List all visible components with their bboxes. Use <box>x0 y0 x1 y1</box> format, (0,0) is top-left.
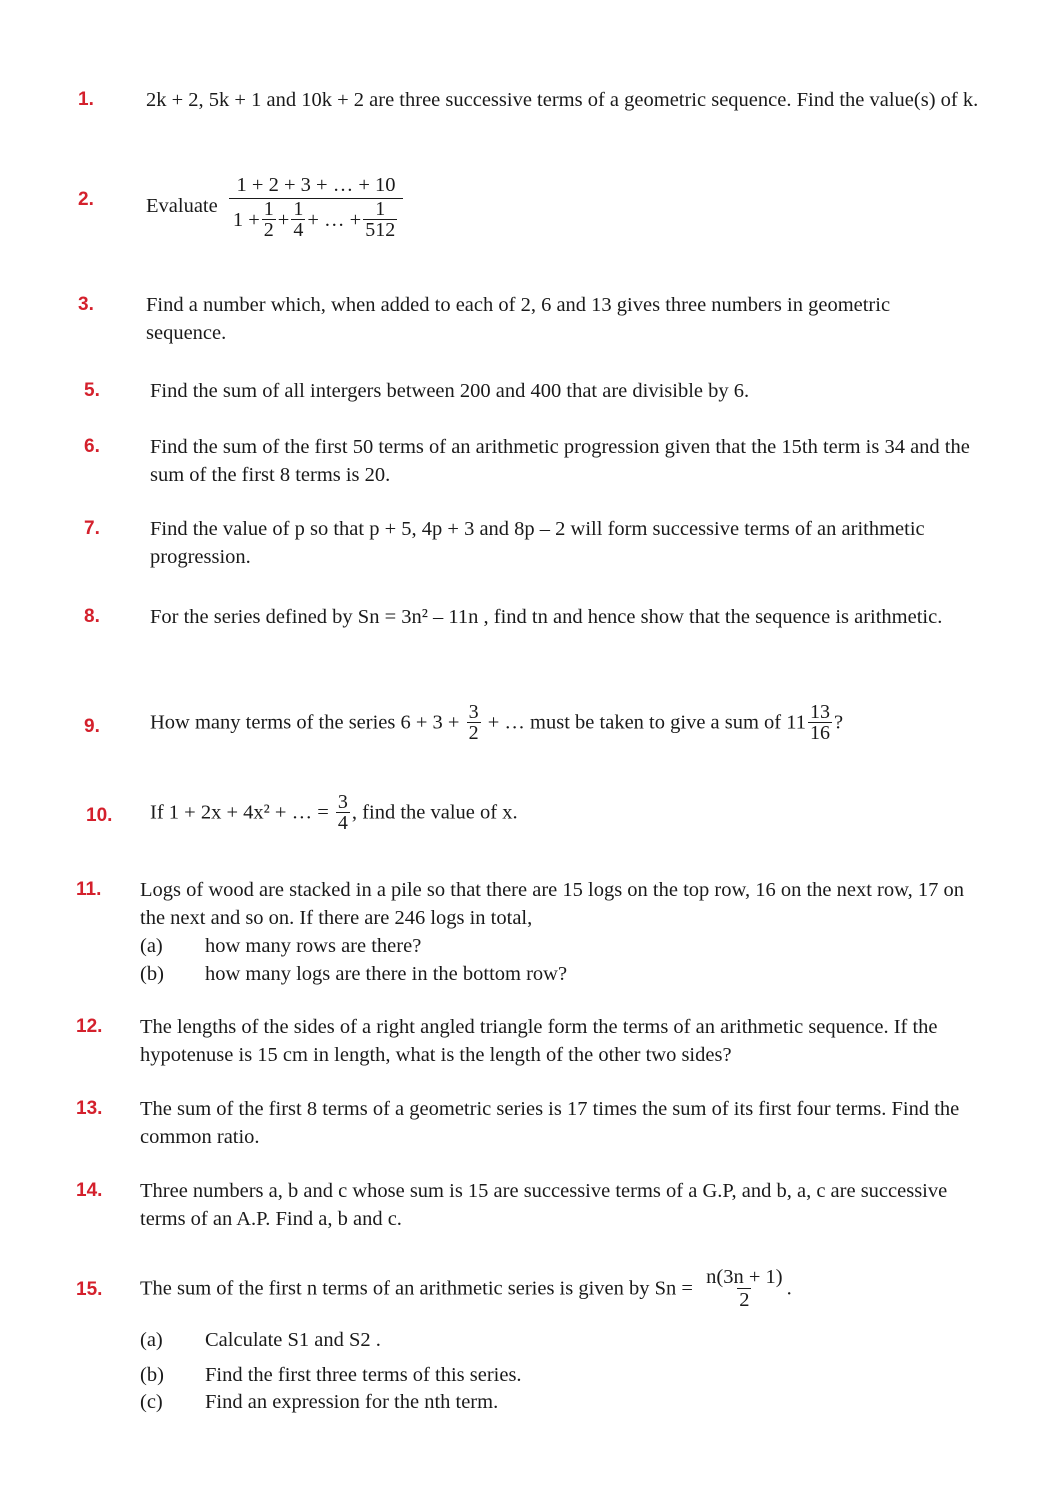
sub-question-label: (b) <box>140 963 164 985</box>
question-text: Three numbers a, b and c whose sum is 15 are successive terms of a G.P, and b, a, c are successive terms of an A.P. Find a, b and c. <box>140 1180 948 1230</box>
fraction: $\frac{1}{2}$ <box>263 198 274 241</box>
question-number: 14. <box>76 1180 103 1201</box>
sub-question-label: (b) <box>140 1364 164 1386</box>
question-text: If 1 + 2x + 4x² + … = $\frac{3}{4}$ , find the value of x. <box>150 791 518 834</box>
question-text <box>146 172 996 240</box>
fraction: $\frac{1}{4}$ <box>293 198 304 241</box>
sub-question-text: Calculate S1 and S2 . <box>205 1329 381 1351</box>
fraction: $\frac{3}{4}$ <box>337 791 348 834</box>
question-number: 13. <box>76 1098 103 1119</box>
question-number: 11. <box>76 879 102 900</box>
question-text: 2k + 2, 5k + 1 and 10k + 2 are three successive terms of a geometric sequence. Find the value(s) of k. <box>146 89 979 111</box>
question-text: The sum of the first n terms of an arithmetic series is given by Sn = $\frac{n(3n + 1)}{2}$ . <box>140 1266 792 1311</box>
sub-question-text: how many rows are there? <box>205 935 422 957</box>
fraction: $\frac{3}{2}$ <box>468 701 479 744</box>
question-text: Logs of wood are stacked in a pile so that there are 15 logs on the top row, 16 on the next row, 17 on the next and so on. If there are 246 logs in total, <box>140 879 964 929</box>
question-number: 9. <box>84 716 100 737</box>
question-text: How many terms of the series 6 + 3 + $\frac{3}{2}$ + … must be taken to give a sum of 11 $\frac{13}{16}$ ? <box>150 701 844 744</box>
sub-question-label: (a) <box>140 1329 163 1351</box>
evaluate-label: Evaluate <box>146 195 218 217</box>
question-number: 7. <box>84 518 100 539</box>
question-text: Find the value of p so that p + 5, 4p + 3 and 8p – 2 will form successive terms of an arithmetic progression. <box>150 518 925 568</box>
question-number: 6. <box>84 436 100 457</box>
question-number: 2. <box>78 189 94 210</box>
question-text: For the series defined by Sn = 3n² – 11n , find tn and hence show that the sequence is arithmetic. <box>150 606 943 628</box>
question-text: The lengths of the sides of a right angled triangle form the terms of an arithmetic sequence. If the hypotenuse is 15 cm in length, what is the length of the other two sides? <box>140 1016 938 1066</box>
sub-question-label: (c) <box>140 1391 163 1413</box>
question-number: 12. <box>76 1016 103 1037</box>
fraction: $\frac{13}{16}$ <box>810 701 831 744</box>
fraction <box>229 172 403 240</box>
fraction-numerator: 1 + 2 + 3 + … + 10 <box>236 174 396 196</box>
question-text: The sum of the first 8 terms of a geometric series is 17 times the sum of its first four terms. Find the common ratio. <box>140 1098 960 1148</box>
fraction: $\frac{1}{512}$ <box>365 198 396 241</box>
question-text: Find a number which, when added to each of 2, 6 and 13 gives three numbers in geometric sequence. <box>146 294 891 344</box>
question-number: 15. <box>76 1279 103 1300</box>
question-number: 8. <box>84 606 100 627</box>
fraction: $\frac{n(3n + 1)}{2}$ <box>706 1266 783 1311</box>
question-text: Find the sum of all intergers between 200 and 400 that are divisible by 6. <box>150 380 750 402</box>
sub-question-label: (a) <box>140 935 163 957</box>
sub-question-text: Find an expression for the nth term. <box>205 1391 499 1413</box>
fraction-denominator: 1 + $\frac{1}{2}$ + $\frac{1}{4}$ + … + $\frac{1}{512}$ <box>229 198 403 240</box>
sub-question-text: Find the first three terms of this series. <box>205 1364 522 1386</box>
sub-question-text: how many logs are there in the bottom row? <box>205 963 568 985</box>
question-text: Find the sum of the first 50 terms of an arithmetic progression given that the 15th term is 34 and the sum of the first 8 terms is 20. <box>150 436 970 486</box>
question-number: 1. <box>78 89 94 110</box>
question-number: 10. <box>86 805 113 826</box>
question-number: 5. <box>84 380 100 401</box>
question-number: 3. <box>78 294 94 315</box>
